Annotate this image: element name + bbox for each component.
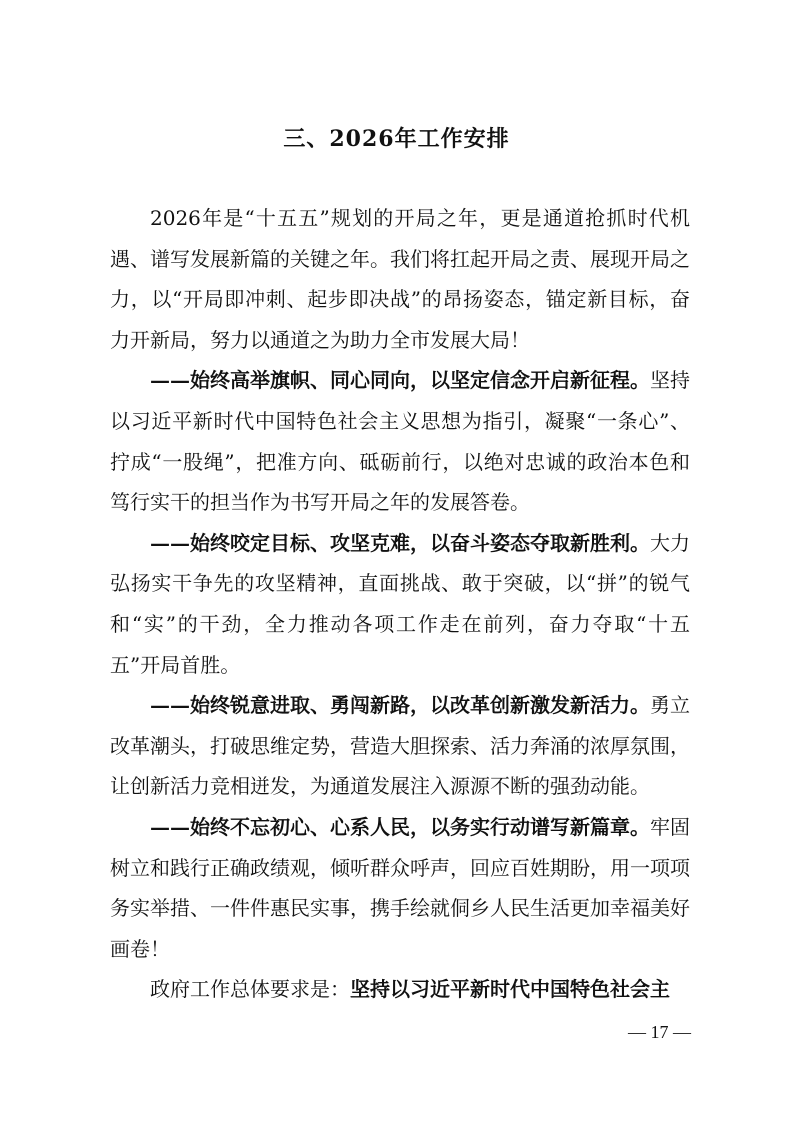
page-number: — 17 —	[628, 1022, 691, 1042]
point-lead: ——始终高举旗帜、同心同向，以坚定信念开启新征程。	[150, 368, 650, 393]
point-paragraph-3	[110, 685, 690, 807]
closing-text: 政府工作总体要求是：	[150, 977, 350, 1002]
point-text: 坚持以习近平新时代中国特色社会主义思想为指引，凝聚“一条心”、拧成“一股绳”，把准方向、砥砺前行，以绝对忠诚的政治本色和笃行实干的担当作为书写开局之年的发展答卷。	[110, 368, 690, 515]
point-text: 牢固树立和践行正确政绩观，倾听群众呼声，回应百姓期盼，用一项项务实举措、一件件惠民实事，携手绘就侗乡人民生活更加幸福美好画卷！	[110, 814, 690, 961]
intro-paragraph: 2026年是“十五五”规划的开局之年，更是通道抢抓时代机遇、谱写发展新篇的关键之年。我们将扛起开局之责、展现开局之力，以“开局即冲刺、起步即决战”的昂扬姿态，锚定新目标，奋力开新局，努力以通道之为助力全市发展大局！	[110, 206, 690, 352]
point-paragraph-2	[110, 523, 690, 685]
point-paragraph-4	[110, 807, 690, 969]
point-text: 勇立改革潮头，打破思维定势，营造大胆探索、活力奔涌的浓厚氛围，让创新活力竞相迸发，为通道发展注入源源不断的强劲动能。	[110, 693, 690, 799]
point-lead: ——始终不忘初心、心系人民，以务实行动谱写新篇章。	[150, 814, 650, 839]
point-lead: ——始终咬定目标、攻坚克难，以奋斗姿态夺取新胜利。	[150, 530, 650, 555]
point-paragraph-1	[110, 360, 690, 522]
closing-bold-text: 坚持以习近平新时代中国特色社会主	[350, 977, 670, 1002]
point-text: 大力弘扬实干争先的攻坚精神，直面挑战、敢于突破，以“拼”的锐气和“实”的干劲，全力推动各项工作走在前列，奋力夺取“十五五”开局首胜。	[110, 530, 690, 677]
point-lead: ——始终锐意进取、勇闯新路，以改革创新激发新活力。	[150, 693, 650, 718]
closing-paragraph	[110, 969, 690, 1010]
section-title: 三、2026年工作安排	[283, 126, 510, 152]
body-text	[110, 198, 690, 1010]
